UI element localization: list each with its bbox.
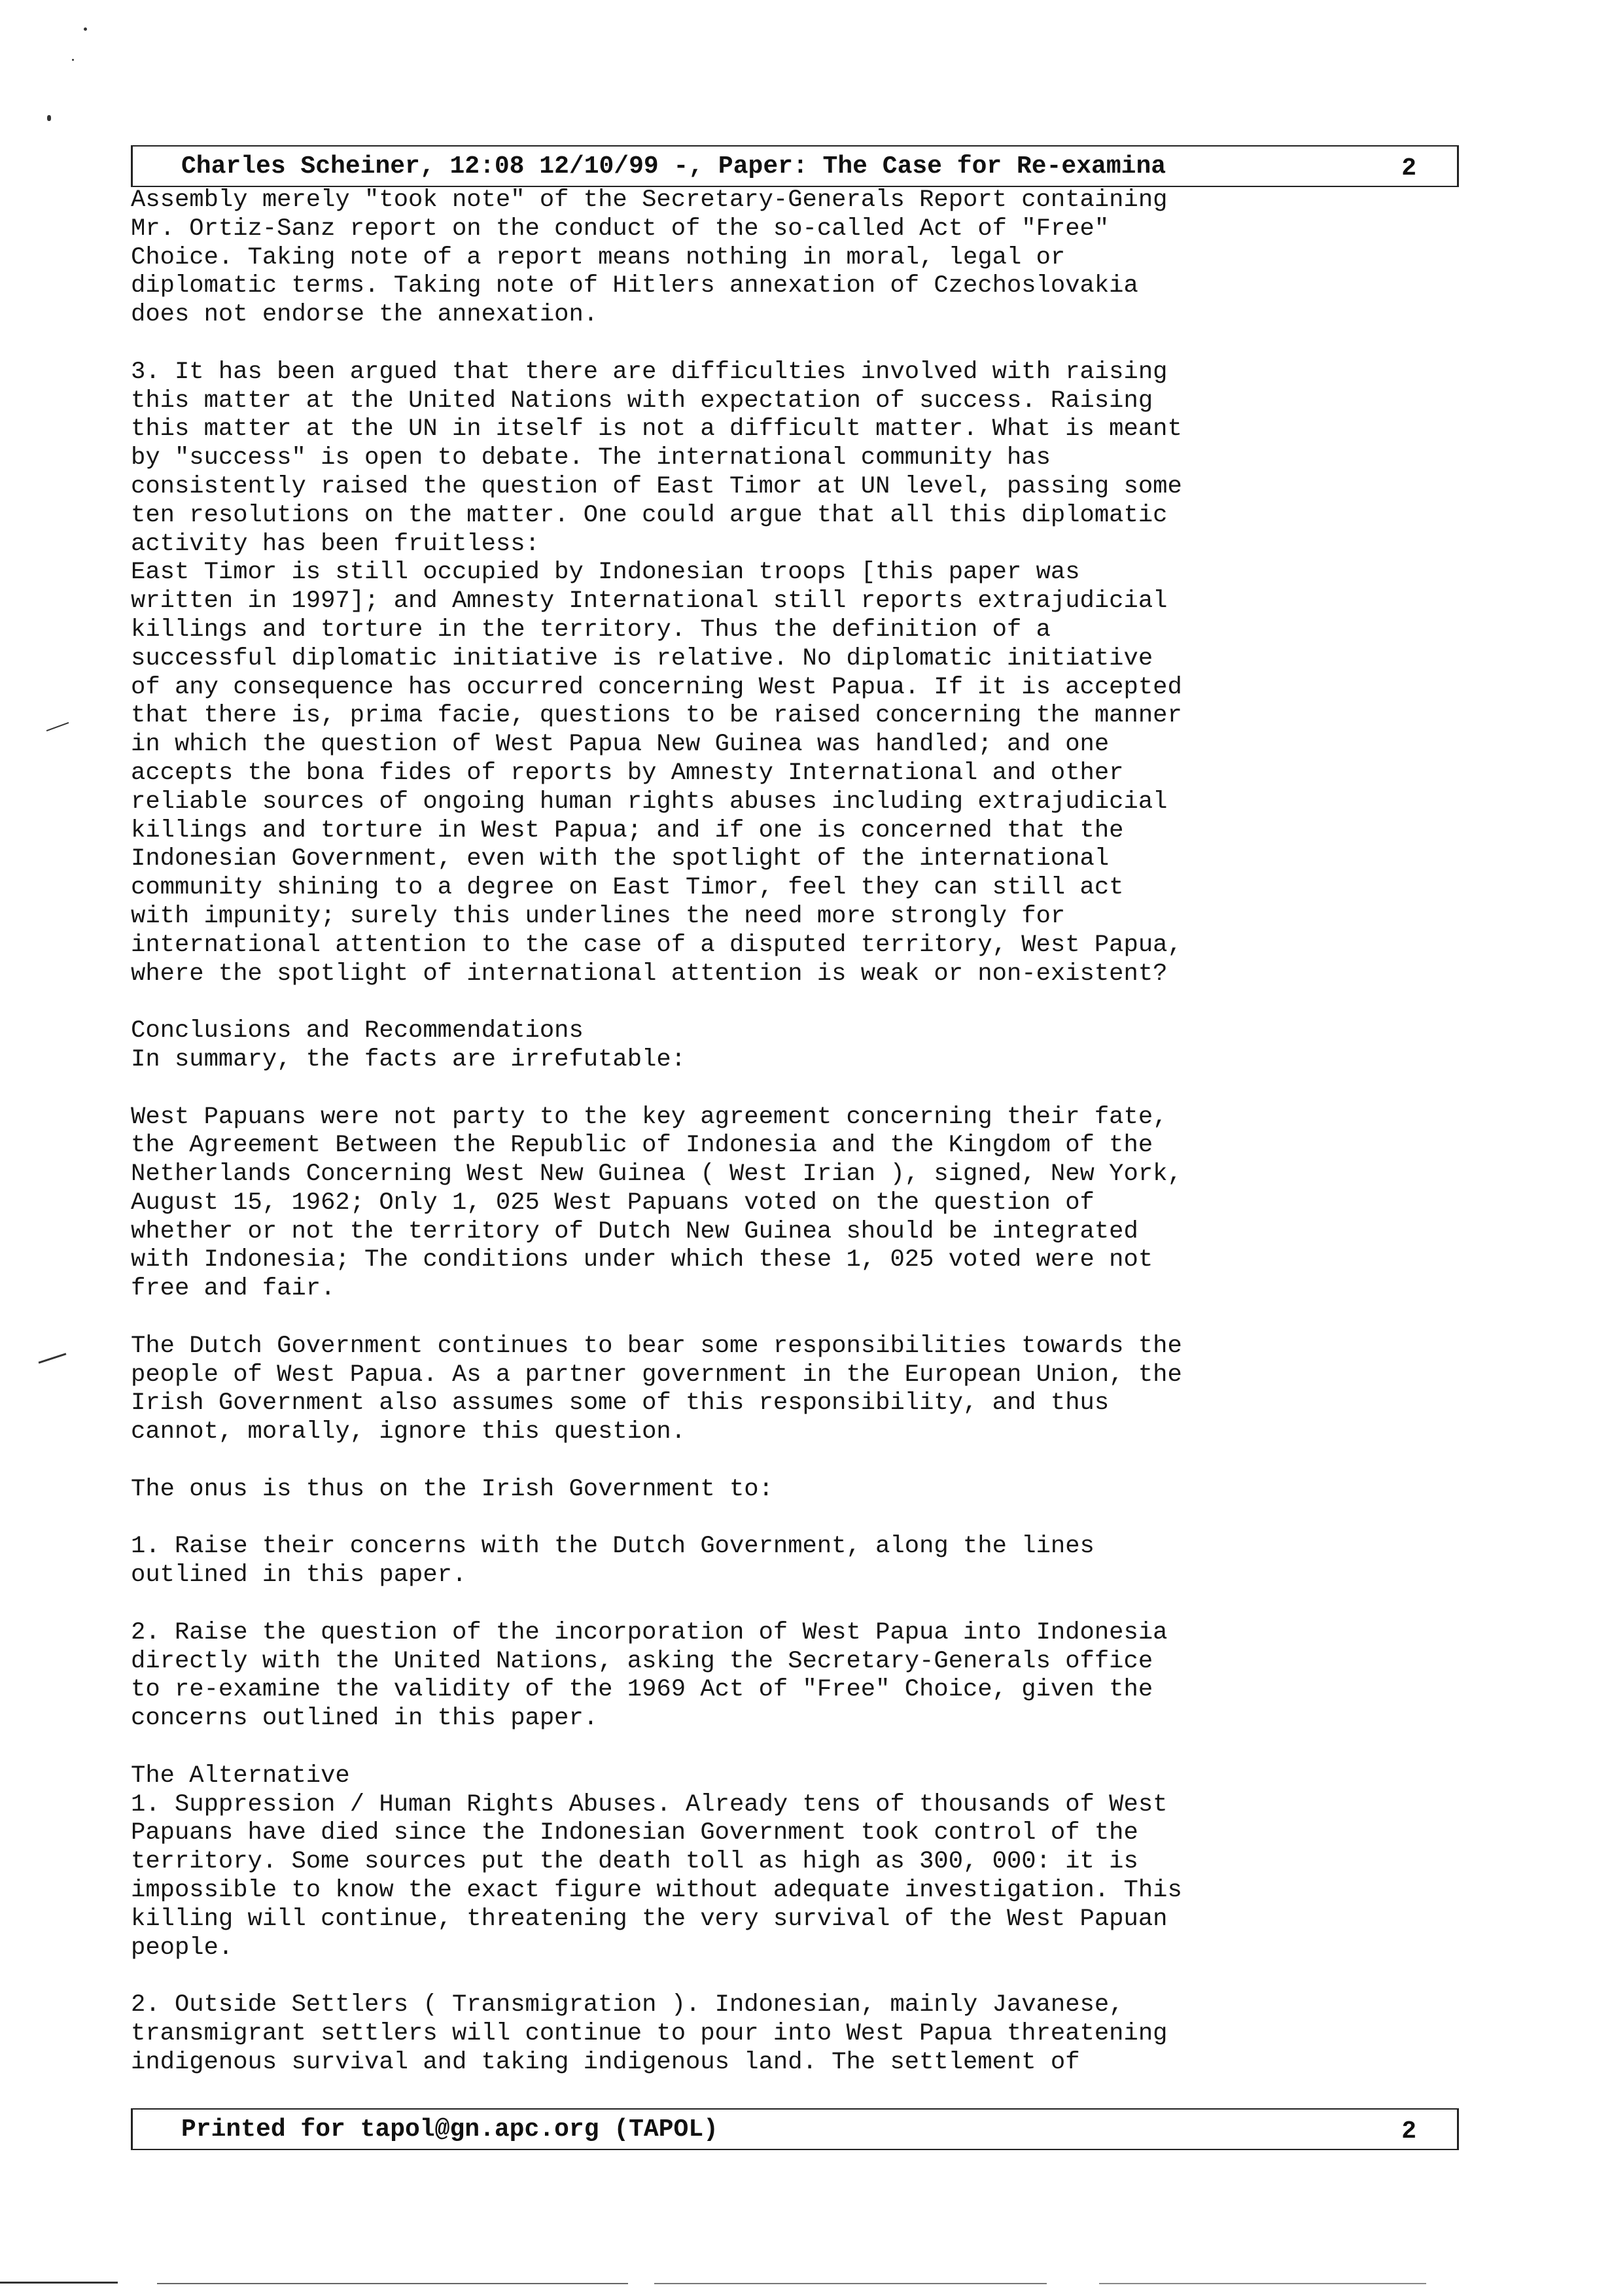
body-line	[131, 1304, 1459, 1332]
body-line: East Timor is still occupied by Indonesian troops [this paper was	[131, 559, 1080, 587]
body-line: Netherlands Concerning West New Guinea ( West Irian ), signed, New York,	[131, 1160, 1182, 1189]
page-footer	[131, 2108, 1459, 2150]
body-line: with Indonesia; The conditions under which these 1, 025 voted were not	[131, 1246, 1153, 1274]
body-line: whether or not the territory of Dutch New Guinea should be integrated	[131, 1217, 1138, 1245]
footer-text: Printed for tapol@gn.apc.org (TAPOL)	[181, 2115, 718, 2144]
scan-mark	[39, 1353, 67, 1363]
body-line: territory. Some sources put the death toll as high as 300, 000: it is	[131, 1848, 1138, 1876]
body-line: consistently raised the question of East Timor at UN level, passing some	[131, 472, 1182, 500]
body-line: the Agreement Between the Republic of Indonesia and the Kingdom of the	[131, 1132, 1153, 1160]
scan-mark	[1099, 2283, 1426, 2284]
body-line: by "success" is open to debate. The international community has	[131, 444, 1051, 472]
body-line: killing will continue, threatening the very survival of the West Papuan	[131, 1905, 1168, 1933]
body-line: transmigrant settlers will continue to pour into West Papua threatening	[131, 2020, 1168, 2047]
body-line: free and fair.	[131, 1275, 336, 1303]
body-line: cannot, morally, ignore this question.	[131, 1418, 686, 1446]
document-body	[131, 186, 1459, 2078]
body-line: of any consequence has occurred concerning West Papua. If it is accepted	[131, 673, 1182, 701]
body-line: people.	[131, 1934, 234, 1962]
body-line: outlined in this paper.	[131, 1561, 467, 1590]
scan-mark	[654, 2283, 1047, 2284]
body-line: Indonesian Government, even with the spotlight of the international	[131, 845, 1110, 873]
body-line: diplomatic terms. Taking note of Hitlers annexation of Czechoslovakia	[131, 272, 1138, 300]
scan-mark	[72, 59, 74, 61]
footer-page-number: 2	[1401, 2117, 1416, 2146]
body-line: activity has been fruitless:	[131, 530, 540, 558]
body-line: killings and torture in the territory. Thus the definition of a	[131, 616, 1051, 644]
body-line: this matter at the United Nations with expectation of success. Raising	[131, 387, 1153, 415]
body-line: to re-examine the validity of the 1969 Act of "Free" Choice, given the	[131, 1676, 1153, 1704]
body-line: indigenous survival and taking indigenous land. The settlement of	[131, 2048, 1080, 2076]
body-line: international attention to the case of a disputed territory, West Papua,	[131, 931, 1182, 959]
body-line: in which the question of West Papua New Guinea was handled; and one	[131, 731, 1110, 759]
body-line: successful diplomatic initiative is relative. No diplomatic initiative	[131, 644, 1153, 672]
body-line: The onus is thus on the Irish Government to:	[131, 1475, 773, 1503]
body-line: Assembly merely "took note" of the Secretary-Generals Report containing	[131, 186, 1168, 214]
body-line: 2. Raise the question of the incorporation of West Papua into Indonesia	[131, 1618, 1168, 1646]
body-line	[131, 1962, 1459, 1991]
scan-mark	[0, 2282, 118, 2284]
header-page-number: 2	[1401, 154, 1416, 183]
body-line: The Dutch Government continues to bear some responsibilities towards the	[131, 1332, 1182, 1360]
body-line	[131, 1590, 1459, 1619]
scan-mark	[84, 27, 87, 31]
body-line: impossible to know the exact figure without adequate investigation. This	[131, 1877, 1182, 1905]
header-title: Charles Scheiner, 12:08 12/10/99 -, Paper: The Case for Re-examina	[181, 152, 1166, 181]
body-line: reliable sources of ongoing human rights abuses including extrajudicial	[131, 788, 1168, 816]
body-line	[131, 1505, 1459, 1533]
body-line: ten resolutions on the matter. One could argue that all this diplomatic	[131, 501, 1168, 529]
body-line: West Papuans were not party to the key agreement concerning their fate,	[131, 1103, 1168, 1131]
body-line	[131, 1075, 1459, 1104]
body-line: Papuans have died since the Indonesian Government took control of the	[131, 1819, 1138, 1847]
body-line: written in 1997]; and Amnesty International still reports extrajudicial	[131, 587, 1168, 616]
body-line: does not endorse the annexation.	[131, 301, 599, 329]
body-line: Irish Government also assumes some of this responsibility, and thus	[131, 1389, 1110, 1418]
body-line: Choice. Taking note of a report means nothing in moral, legal or	[131, 243, 1066, 271]
body-line: 1. Suppression / Human Rights Abuses. Already tens of thousands of West	[131, 1790, 1168, 1818]
body-line: accepts the bona fides of reports by Amnesty International and other	[131, 759, 1124, 787]
body-line: 2. Outside Settlers ( Transmigration ). Indonesian, mainly Javanese,	[131, 1991, 1124, 2019]
body-line: August 15, 1962; Only 1, 025 West Papuans voted on the question of	[131, 1189, 1095, 1217]
body-line: where the spotlight of international attention is weak or non-existent?	[131, 960, 1168, 988]
body-line: Conclusions and Recommendations	[131, 1017, 584, 1045]
body-line: The Alternative	[131, 1762, 350, 1790]
body-line: 3. It has been argued that there are difficulties involved with raising	[131, 358, 1168, 386]
body-line: people of West Papua. As a partner government in the European Union, the	[131, 1361, 1182, 1389]
body-line: concerns outlined in this paper.	[131, 1705, 599, 1733]
body-line: this matter at the UN in itself is not a difficult matter. What is meant	[131, 415, 1182, 444]
body-line: with impunity; surely this underlines the need more strongly for	[131, 902, 1066, 930]
page-header	[131, 145, 1459, 187]
body-line: 1. Raise their concerns with the Dutch Government, along the lines	[131, 1533, 1095, 1561]
body-line: In summary, the facts are irrefutable:	[131, 1045, 686, 1073]
body-line: community shining to a degree on East Timor, feel they can still act	[131, 874, 1124, 902]
body-line	[131, 1733, 1459, 1762]
scan-mark	[46, 722, 69, 731]
body-line: that there is, prima facie, questions to be raised concerning the manner	[131, 702, 1182, 730]
body-line: killings and torture in West Papua; and if one is concerned that the	[131, 816, 1124, 844]
body-line	[131, 330, 1459, 358]
body-line	[131, 988, 1459, 1017]
body-line: Mr. Ortiz-Sanz report on the conduct of the so-called Act of "Free"	[131, 215, 1110, 243]
body-line	[131, 1447, 1459, 1476]
body-line: directly with the United Nations, asking the Secretary-Generals office	[131, 1647, 1153, 1675]
scan-mark	[47, 115, 51, 121]
scan-mark	[157, 2283, 628, 2284]
